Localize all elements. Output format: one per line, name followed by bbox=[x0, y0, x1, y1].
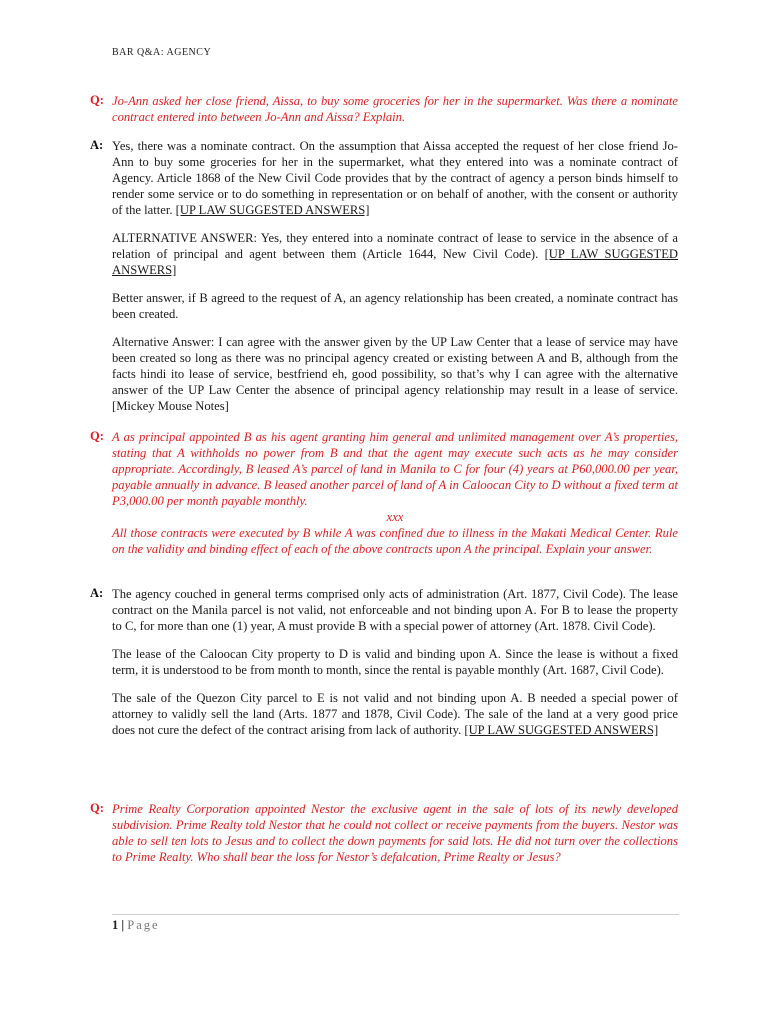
question-3-text: Prime Realty Corporation appointed Nestor the exclusive agent in the sale of lots of its newly developed subdivision. Prime Realty told Nestor that he could not collect or receive payments from the buyers. Nestor was able to sell ten lots to Jesus and to collect the down payments for said lots. He did not turn over the collections to Prime Realty. Who shall bear the loss for Nestor’s defalcation, Prime Realty or Jesus? bbox=[112, 802, 678, 864]
question-2-paragraph-2: All those contracts were executed by B while A was confined due to illness in the Makati Medical Center. Rule on the validity and binding effect of each of the above contracts upon A the principal. Explain your answer. bbox=[112, 526, 678, 556]
answer-1-paragraph-4: Alternative Answer: I can agree with the answer given by the UP Law Center that a lease of service may have been created so long as there was no principal agency created or existing between A and B, although from the facts hindi ito lease of service, bestfriend eh, good possibility, so that’s why I can agree with the alternative answer of the UP Law Center the absence of principal agency relationship may result in a lease of service. [Mickey Mouse Notes] bbox=[112, 335, 678, 413]
question-3 bbox=[90, 801, 680, 865]
answer-2-paragraph-3: The sale of the Quezon City parcel to E is not valid and not binding upon A. B needed a special power of attorney to validly sell the land (Arts. 1877 and 1878, Civil Code). The sale of the land at a very good price does not cure the defect of the contract arising from lack of authority. [UP LAW SUGGESTED ANSWERS] bbox=[112, 691, 678, 737]
footer-divider bbox=[112, 914, 679, 915]
question-2-paragraph-1: A as principal appointed B as his agent granting him general and unlimited management over A’s properties, stating that A withholds no power from B and that the agent may execute such acts as he may consider appropriate. Accordingly, B leased A’s parcel of land in Manila to C for four (4) years at P60,000.00 per year, payable annually in advance. B leased another parcel of land of A in Caloocan City to D without a fixed term at P3,000.00 per month payable monthly. bbox=[112, 430, 678, 508]
page-header: BAR Q&A: AGENCY bbox=[112, 47, 212, 58]
source-citation: [UP LAW SUGGESTED ANSWERS] bbox=[175, 203, 370, 217]
question-label: Q: bbox=[90, 429, 104, 443]
question-label: Q: bbox=[90, 801, 104, 815]
answer-1-paragraph-3: Better answer, if B agreed to the request of A, an agency relationship has been created, a nominate contract has been created. bbox=[112, 291, 678, 321]
question-1 bbox=[90, 93, 680, 125]
answer-label: A: bbox=[90, 138, 104, 152]
source-citation: [UP LAW SUGGESTED ANSWERS] bbox=[112, 247, 678, 277]
answer-2-paragraph-2: The lease of the Caloocan City property to D is valid and binding upon A. Since the lease is without a fixed term, it is understood to be from month to month, since the rental is payable monthly (Art. 1687, Civil Code). bbox=[112, 647, 678, 677]
question-label: Q: bbox=[90, 93, 104, 107]
answer-2 bbox=[90, 586, 680, 750]
page-footer bbox=[112, 918, 160, 933]
question-2 bbox=[90, 429, 680, 557]
question-1-text: Jo-Ann asked her close friend, Aissa, to buy some groceries for her in the supermarket. Was there a nominate contract entered into between Jo-Ann and Aissa? Explain. bbox=[112, 94, 678, 124]
source-citation: [UP LAW SUGGESTED ANSWERS] bbox=[464, 723, 659, 737]
answer-label: A: bbox=[90, 586, 104, 600]
question-2-separator: xxx bbox=[386, 510, 404, 524]
answer-1 bbox=[90, 138, 680, 426]
page-label: Page bbox=[127, 918, 160, 932]
answer-2-paragraph-1: The agency couched in general terms comprised only acts of administration (Art. 1877, Civil Code). The lease contract on the Manila parcel is not valid, not enforceable and not binding upon A. For B to lease the property to C, for more than one (1) year, A must provide B with a special power of attorney (Art. 1878. Civil Code). bbox=[112, 587, 678, 633]
answer-1-paragraph-1: Yes, there was a nominate contract. On the assumption that Aissa accepted the request of her close friend Jo-Ann to buy some groceries for her in the supermarket, what they entered into was a nominate contract of Agency. Article 1868 of the New Civil Code provides that by the contract of agency a person binds himself to render some service or to do something in representation or on behalf of another, with the consent or authority of the latter. [UP LAW SUGGESTED ANSWERS] bbox=[112, 139, 678, 217]
page-number: 1 bbox=[112, 918, 119, 932]
answer-1-paragraph-2: ALTERNATIVE ANSWER: Yes, they entered into a nominate contract of lease to service in the absence of a relation of principal and agent between them (Article 1644, New Civil Code). [UP LAW SUGGESTED ANSWERS] bbox=[112, 231, 678, 277]
footer-separator: | bbox=[121, 918, 125, 932]
